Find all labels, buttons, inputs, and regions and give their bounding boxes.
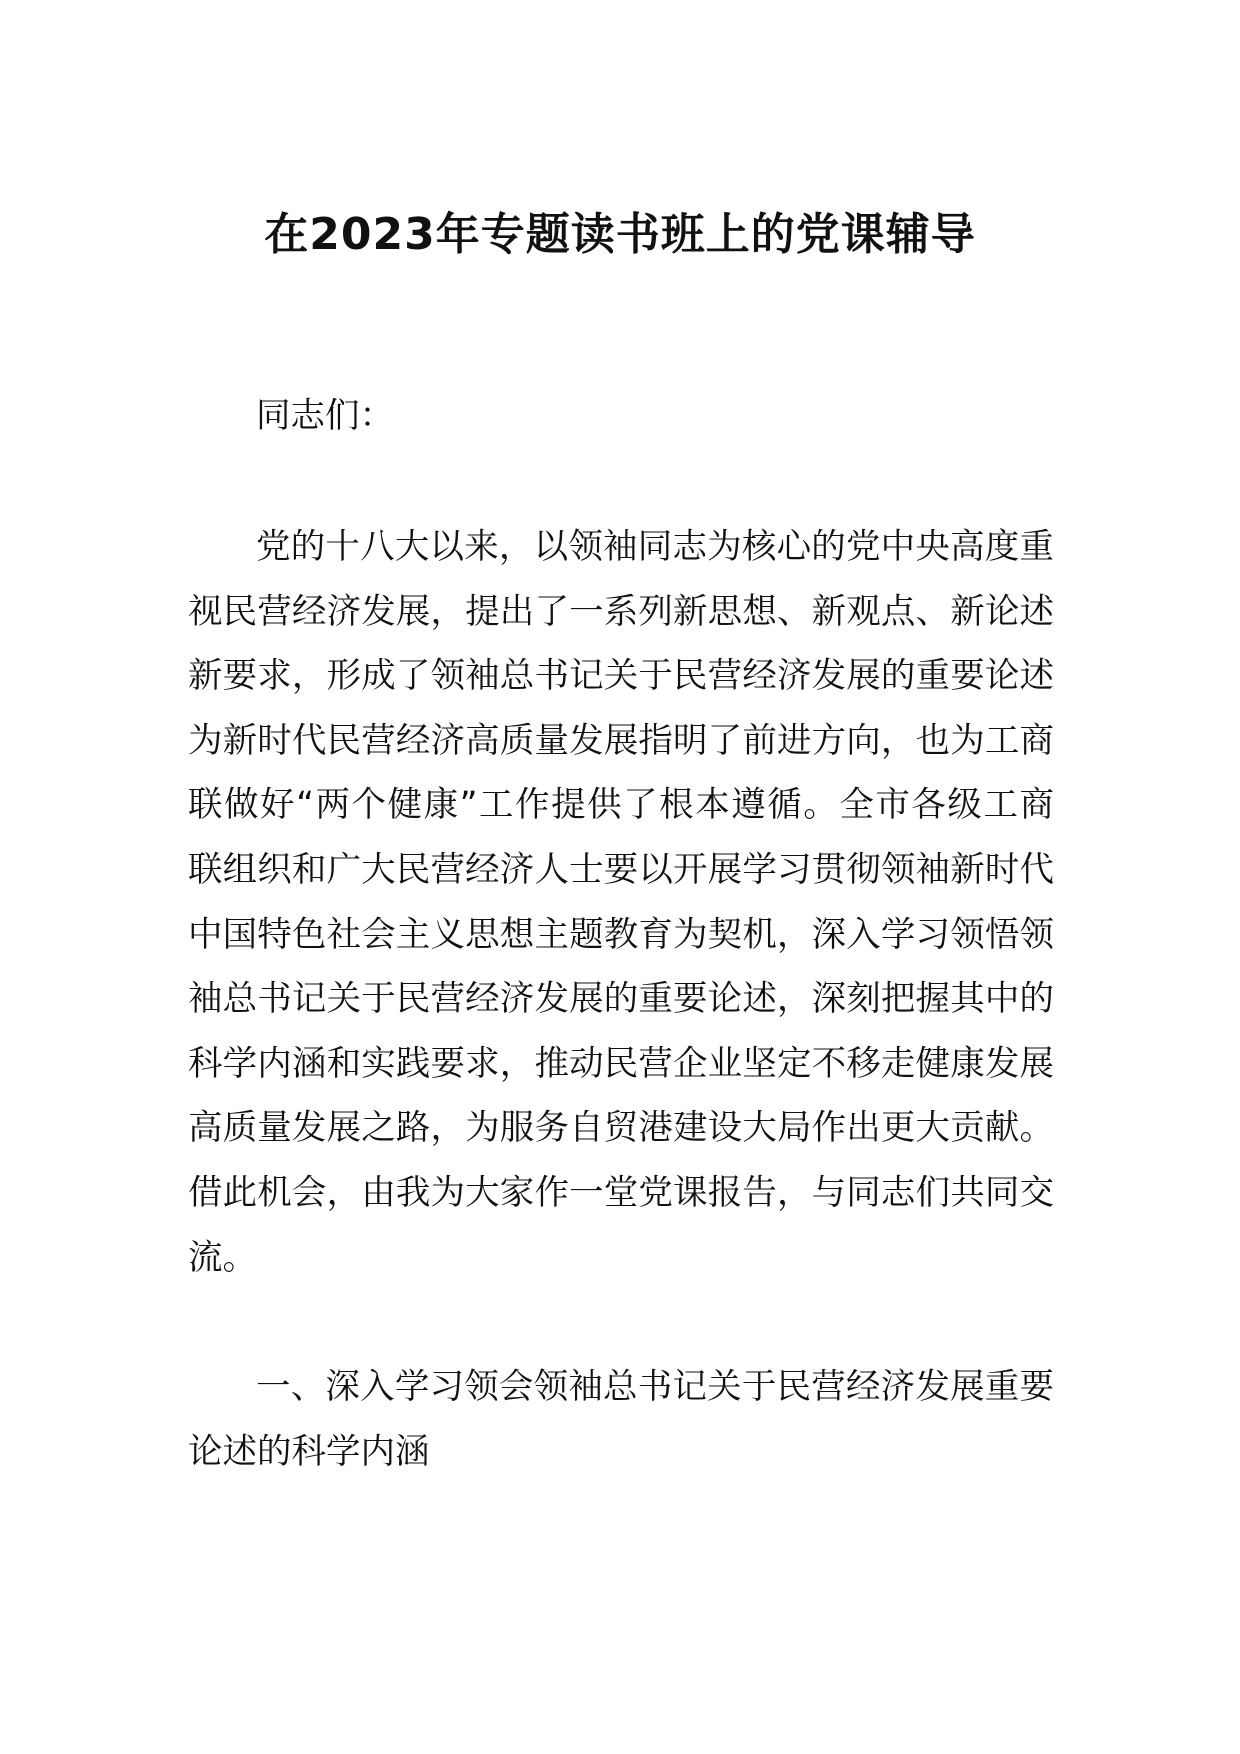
- section-heading-line: 论述的科学内涵: [188, 1431, 430, 1472]
- section-heading-line: 一、深入学习领会领袖总书记关于民营经济发展重要: [256, 1367, 1054, 1407]
- paragraph-line: 联做好“两个健康”工作提供了根本遵循。全市各级工商: [188, 785, 1054, 826]
- paragraph-line: 中国特色社会主义思想主题教育为契机，深入学习领悟领: [188, 914, 1054, 955]
- salutation-text: 同志们：: [256, 396, 394, 436]
- paragraph-line: 党的十八大以来，以领袖同志为核心的党中央高度重: [256, 527, 1054, 567]
- paragraph-line: 新要求，形成了领袖总书记关于民营经济发展的重要论述: [188, 656, 1054, 697]
- paragraph-line: 流。: [188, 1237, 257, 1278]
- paragraph-line: 袖总书记关于民营经济发展的重要论述，深刻把握其中的: [188, 979, 1054, 1020]
- paragraph-line: 科学内涵和实践要求，推动民营企业坚定不移走健康发展: [188, 1043, 1054, 1084]
- paragraph-line: 高质量发展之路，为服务自贸港建设大局作出更大贡献。: [188, 1108, 1054, 1149]
- paragraph-line: 借此机会，由我为大家作一堂党课报告，与同志们共同交: [188, 1172, 1054, 1213]
- paragraph-line: 视民营经济发展，提出了一系列新思想、新观点、新论述: [188, 591, 1054, 632]
- paragraph-line: 联组织和广大民营经济人士要以开展学习贯彻领袖新时代: [188, 849, 1054, 890]
- section-heading-1: [188, 1355, 1054, 1484]
- document-title: 在2023年专题读书班上的党课辅导: [264, 209, 976, 260]
- paragraph-intro: [188, 515, 1054, 1290]
- salutation: [188, 384, 1054, 449]
- paragraph-line: 为新时代民营经济高质量发展指明了前进方向，也为工商: [188, 720, 1054, 761]
